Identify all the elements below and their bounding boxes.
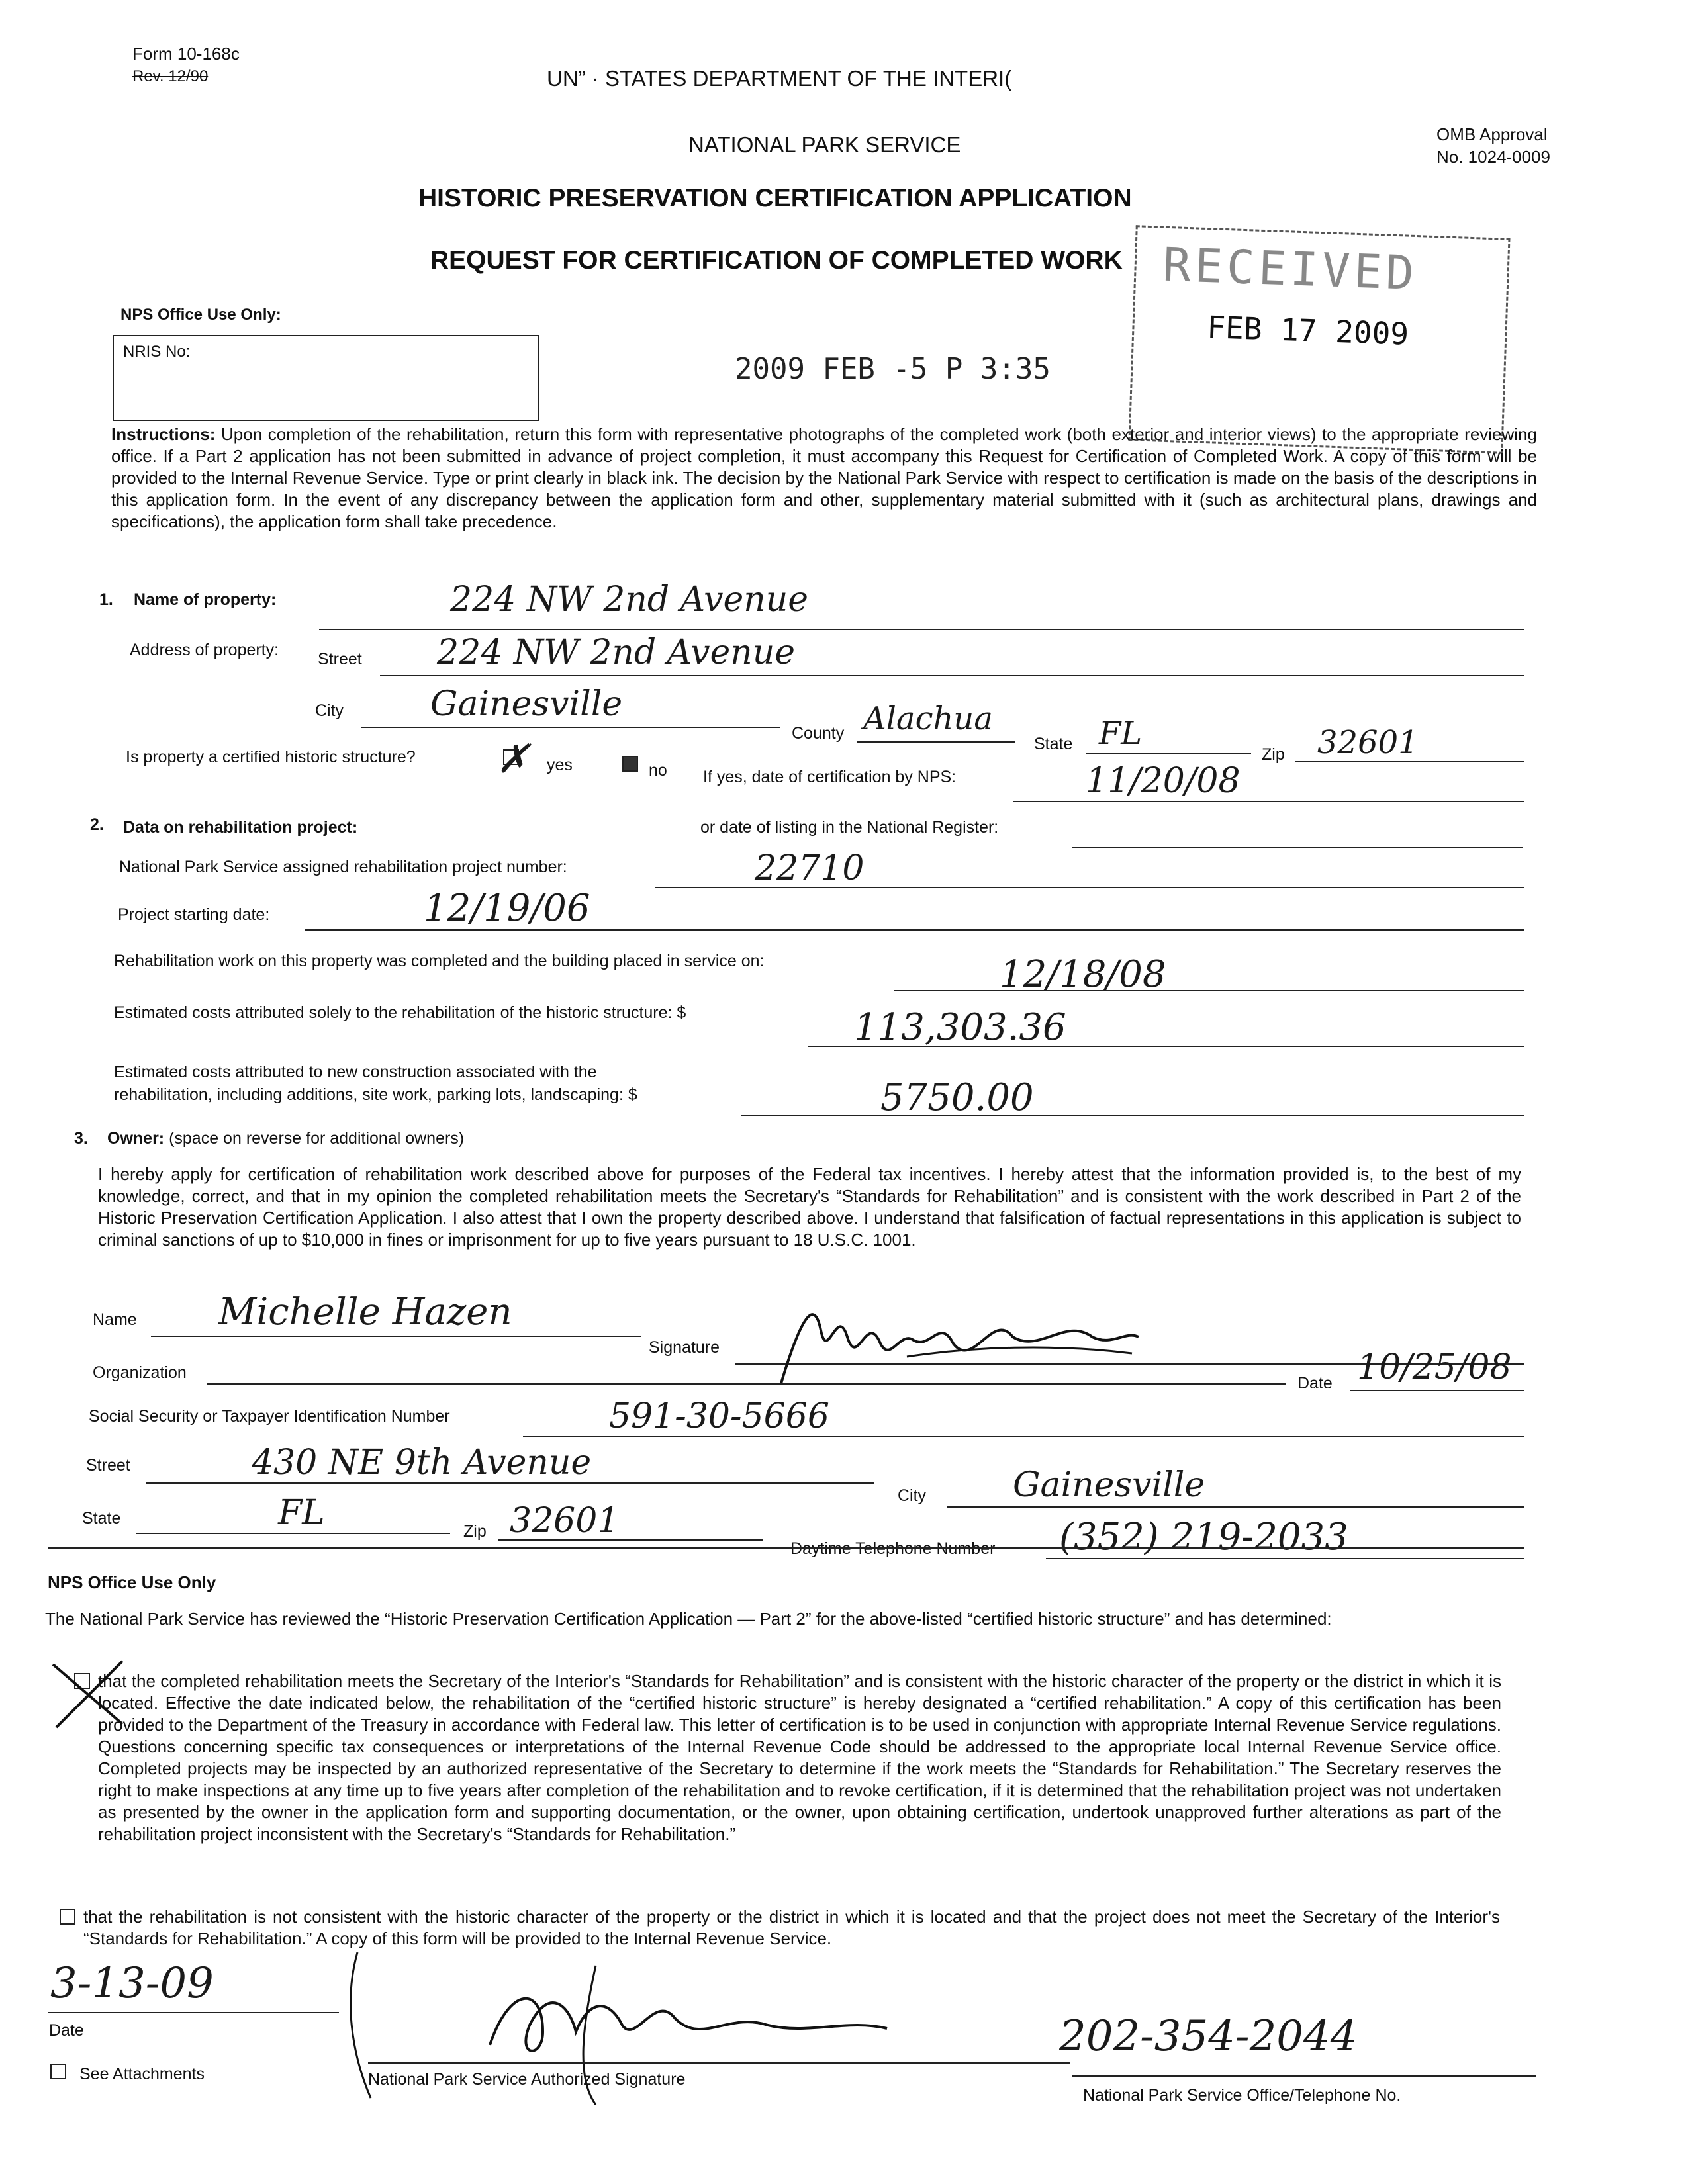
omb-approval-label: OMB Approval [1436, 124, 1548, 144]
agency-name: NATIONAL PARK SERVICE [688, 132, 961, 157]
completed-line [894, 990, 1524, 991]
nps-signature-line[interactable] [368, 2062, 1070, 2064]
owner-state-label: State [82, 1509, 121, 1527]
state-line [1086, 753, 1251, 754]
received-stamp-box [1128, 225, 1510, 454]
listing-date-label: or date of listing in the National Register: [700, 818, 999, 837]
street-label: Street [318, 650, 362, 668]
new-cost-line [741, 1115, 1524, 1116]
owner-city-value[interactable]: Gainesville [1013, 1465, 1205, 1505]
instructions-label: Instructions: [111, 424, 216, 444]
received-stamp-bureau: 2009 FEB -5 P 3:35 [735, 352, 1051, 386]
nps-date-line [48, 2012, 339, 2013]
ssn-value[interactable]: 591-30-5666 [609, 1396, 829, 1436]
city-label: City [315, 702, 344, 720]
owner-phone-label: Daytime Telephone Number [790, 1539, 996, 1558]
owner-state-line [136, 1533, 450, 1534]
owner-signature-scribble [774, 1291, 1145, 1396]
form-title: HISTORIC PRESERVATION CERTIFICATION APPLICATION [418, 184, 1132, 212]
listing-date-line [1072, 847, 1523, 848]
owner-zip-label: Zip [463, 1522, 487, 1541]
owner-state-value[interactable]: FL [278, 1493, 325, 1533]
city-value[interactable]: Gainesville [430, 684, 623, 724]
nps-office-phone-line [1072, 2075, 1536, 2077]
certified-no-checkbox[interactable] [622, 756, 638, 772]
option1-text: that the completed rehabilitation meets the Secretary of the Interior's “Standards for Rehabilitation” and is consistent with the historic character of the property or the district in which it is located. Effective the date indicated below, the rehabilitation of the “certified historic structure” is hereby designated a “certified rehabilitation.” A copy of this certification has been provided to the Department of the Treasury in accordance with Federal law. This letter of certification is to be used in conjunction with appropriate Internal Revenue Service regulations. Questions concerning specific tax consequences or interpretations of the Internal Revenue Code should be addressed to the appropriate local Internal Revenue Service office. Completed projects may be inspected by an authorized representative of the Secretary to determine if the work meets the “Standards for Rehabilitation.” The Secretary reserves the right to make inspections at any time up to five years after completion of the rehabilitation and to revoke certification, if it is determined that the rehabilitation project was not undertaken as presented by the owner in the application form and supporting documentation, or the owner, upon obtaining certification, undertook unapproved further alterations as part of the rehabilitation project inconsistent with the Secretary's “Standards for Rehabilitation.” [98, 1671, 1501, 1844]
owner-name-value[interactable]: Michelle Hazen [218, 1291, 512, 1334]
county-label: County [792, 724, 845, 743]
option2-text: that the rehabilitation is not consistent with the historic character of the property or the district in which it is located and that the project does not meet the Secretary of the Interior's “Standards for Rehabilitation.” A copy of this form will be provided to the Internal Revenue Service. [83, 1907, 1500, 1948]
start-date-label: Project starting date: [118, 905, 270, 924]
cert-date-value[interactable]: 11/20/08 [1086, 761, 1241, 801]
ssn-line [523, 1436, 1524, 1437]
certified-no-label: no [649, 761, 667, 780]
owner-street-line [146, 1482, 874, 1484]
owner-name-label: Name [93, 1310, 137, 1329]
street-line [380, 675, 1524, 676]
nps-use-label: NPS Office Use Only [48, 1572, 216, 1592]
nris-box[interactable] [113, 335, 539, 421]
cert-date-label: If yes, date of certification by NPS: [703, 768, 957, 786]
owner-city-line [947, 1506, 1524, 1508]
zip-line [1295, 761, 1524, 762]
form-subtitle: REQUEST FOR CERTIFICATION OF COMPLETED WORK [430, 246, 1123, 275]
county-value[interactable]: Alachua [863, 700, 993, 737]
owner-name-line [151, 1336, 641, 1337]
see-attachments-checkbox[interactable] [50, 2064, 66, 2079]
section1-number: 1. [99, 590, 113, 609]
start-date-value[interactable]: 12/19/06 [424, 887, 590, 930]
project-number-label: National Park Service assigned rehabilitation project number: [119, 858, 567, 876]
omb-number: No. 1024-0009 [1436, 147, 1551, 167]
state-value[interactable]: FL [1099, 715, 1143, 752]
nris-label: NRIS No: [123, 343, 191, 361]
section3-number: 3. [74, 1129, 88, 1148]
organization-line [207, 1383, 1286, 1385]
section2-title: Data on rehabilitation project: [123, 818, 358, 837]
nps-date-value[interactable]: 3-13-09 [50, 1959, 214, 2008]
project-number-value[interactable]: 22710 [755, 848, 865, 888]
owner-city-label: City [898, 1486, 927, 1505]
certified-question: Is property a certified historic structure? [126, 748, 416, 766]
nps-review-intro: The National Park Service has reviewed the “Historic Preservation Certification Application — Part 2” for the above-listed “certified historic structure” and has determined: [45, 1609, 1332, 1629]
section2-number: 2. [90, 815, 104, 834]
section-divider [48, 1547, 1524, 1549]
city-line [361, 727, 780, 728]
zip-label: Zip [1262, 745, 1285, 764]
received-stamp-date: FEB 17 2009 [1206, 309, 1409, 352]
ssn-label: Social Security or Taxpayer Identification Number [89, 1407, 450, 1426]
owner-date-value[interactable]: 10/25/08 [1357, 1347, 1512, 1387]
completed-value[interactable]: 12/18/08 [1000, 953, 1166, 996]
state-label: State [1034, 735, 1073, 753]
owner-street-label: Street [86, 1456, 130, 1475]
county-line [857, 741, 1015, 743]
owner-date-line [1350, 1390, 1524, 1391]
street-value[interactable]: 224 NW 2nd Avenue [437, 633, 795, 672]
property-name-label: Name of property: [134, 590, 277, 609]
organization-label: Organization [93, 1363, 187, 1382]
form-revision: Rev. 12/90 [132, 68, 209, 85]
certified-yes-mark: ✗ [496, 736, 530, 782]
section3-title-note: (space on reverse for additional owners) [169, 1129, 465, 1148]
certified-yes-label: yes [547, 756, 573, 774]
owner-date-label: Date [1297, 1374, 1333, 1392]
owner-phone-value[interactable]: (352) 219-2033 [1059, 1516, 1348, 1559]
option2-checkbox[interactable] [60, 1909, 75, 1925]
form-number: Form 10-168c [132, 44, 240, 64]
owner-street-value[interactable]: 430 NE 9th Avenue [252, 1443, 592, 1482]
new-cost-label-2: rehabilitation, including additions, site work, parking lots, landscaping: $ [114, 1085, 637, 1104]
received-stamp-word: RECEIVED [1162, 237, 1419, 301]
nps-office-use-label: NPS Office Use Only: [120, 306, 281, 324]
owner-zip-value[interactable]: 32601 [510, 1501, 620, 1541]
new-cost-value[interactable]: 5750.00 [880, 1076, 1034, 1119]
rehab-cost-value[interactable]: 113,303.36 [854, 1006, 1066, 1049]
instructions-text: Upon completion of the rehabilitation, return this form with representative photographs of the completed work (both exterior and interior views) to the appropriate reviewing office. If a Part 2 application has not been submitted in advance of project completion, it must accompany this Request for Certification of Completed Work. A copy of this form will be provided to the Internal Revenue Service. Type or print clearly in black ink. The decision by the National Park Service with respect to certification is made on the basis of the descriptions in this application form. In the event of any discrepancy between the application form and other, supplementary material submitted with it (such as architectural plans, drawings and specifications), the application form shall take precedence. [111, 424, 1537, 531]
rehab-cost-label: Estimated costs attributed solely to the rehabilitation of the historic structure: $ [114, 1003, 686, 1022]
department-name: UN” · STATES DEPARTMENT OF THE INTERI( [547, 66, 1012, 91]
new-cost-label-1: Estimated costs attributed to new construction associated with the [114, 1063, 597, 1081]
see-attachments-label: See Attachments [79, 2065, 205, 2083]
nps-signature-label: National Park Service Authorized Signature [368, 2070, 686, 2089]
cert-date-line [1013, 801, 1524, 802]
nps-date-label: Date [49, 2021, 84, 2040]
nps-office-phone-label: National Park Service Office/Telephone No. [1083, 2086, 1401, 2105]
zip-value[interactable]: 32601 [1317, 724, 1419, 761]
completed-label: Rehabilitation work on this property was completed and the building placed in service on: [114, 952, 765, 970]
section3-title-row [107, 1129, 464, 1148]
property-name-value[interactable]: 224 NW 2nd Avenue [450, 580, 808, 619]
address-label: Address of property: [130, 641, 279, 659]
owner-signature-label: Signature [649, 1338, 720, 1357]
section3-title: Owner: [107, 1129, 165, 1148]
nps-office-phone-value[interactable]: 202-354-2044 [1059, 2012, 1358, 2061]
instructions [111, 424, 1537, 533]
owner-attestation: I hereby apply for certification of rehabilitation work described above for purposes of the Federal tax incentives. I hereby attest that the information provided is, to the best of my knowledge, correct, and that in my opinion the completed rehabilitation meets the Secretary's “Standards for Rehabilitation” and is consistent with the work described in Part 2 of the Historic Preservation Certification Application. I also attest that I own the property described above. I understand that falsification of factual representations in this application is subject to criminal sanctions of up to $10,000 in fines or imprisonment for up to five years pursuant to 18 U.S.C. 1001. [98, 1164, 1521, 1250]
property-name-line [319, 629, 1524, 630]
